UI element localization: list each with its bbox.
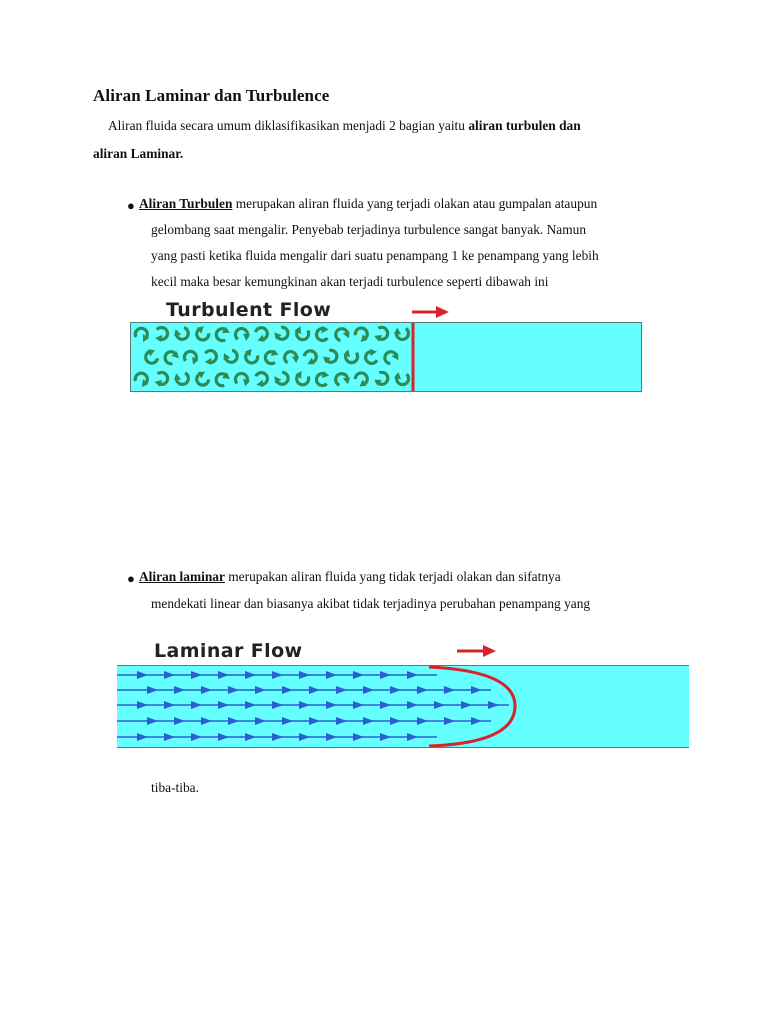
turbulen-line-4: kecil maka besar kemungkinan akan terjadi turbulence seperti dibawah ini — [151, 274, 549, 289]
laminar-tail: tiba-tiba. — [151, 780, 199, 795]
intro-line-2 — [93, 146, 183, 162]
turbulen-line-3: yang pasti ketika fluida mengalir dari suatu penampang 1 ke penampang yang lebih — [151, 248, 599, 263]
turbulent-flow-diagram — [130, 322, 642, 392]
turbulent-flow-label: Turbulent Flow — [166, 299, 332, 321]
laminar-line-2: mendekati linear dan biasanya akibat tidak terjadinya perubahan penampang yang — [151, 596, 591, 611]
intro-bold-1: aliran turbulen dan — [468, 118, 581, 133]
bullet-dot-laminar: ● — [127, 571, 135, 586]
turbulen-line1-rest: merupakan aliran fluida yang terjadi olakan atau gumpalan ataupun — [232, 196, 598, 211]
turbulen-line-2: gelombang saat mengalir. Penyebab terjadinya turbulence sangat banyak. Namun — [151, 222, 587, 237]
turbulen-line-1 — [139, 196, 597, 212]
laminar-line-1 — [139, 569, 561, 585]
turbulent-direction-arrow — [410, 305, 450, 319]
laminar-term: Aliran laminar — [139, 569, 225, 584]
document-title: Aliran Laminar dan Turbulence — [93, 86, 330, 105]
intro-bold-2: aliran Laminar. — [93, 146, 184, 161]
laminar-flow-label: Laminar Flow — [154, 640, 303, 662]
laminar-line1-rest: merupakan aliran fluida yang tidak terjadi olakan dan sifatnya — [224, 569, 561, 584]
turbulen-term: Aliran Turbulen — [139, 196, 233, 211]
laminar-direction-arrow — [455, 644, 497, 658]
intro-line-1 — [108, 118, 581, 134]
bullet-dot-turbulen: ● — [127, 198, 135, 213]
intro-text: Aliran fluida secara umum diklasifikasikan menjadi 2 bagian yaitu — [108, 118, 469, 133]
laminar-flow-diagram — [117, 665, 689, 749]
